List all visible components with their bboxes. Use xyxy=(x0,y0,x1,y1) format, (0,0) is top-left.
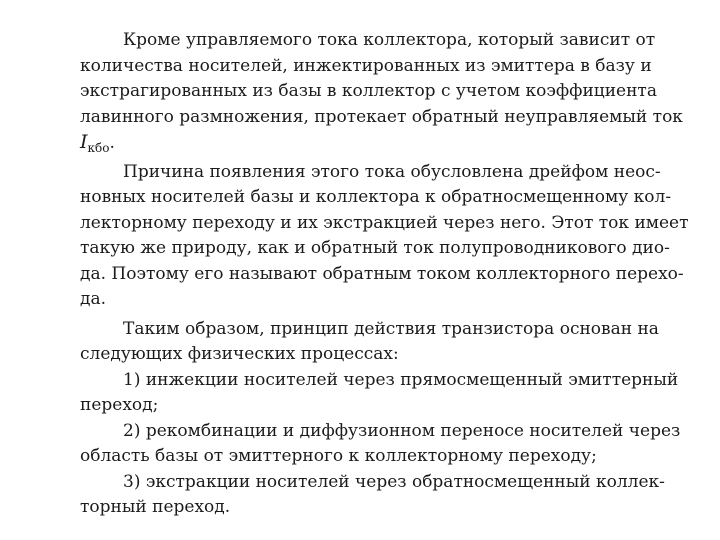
list-item-2-continued: область базы от эмиттерного к коллекторному переходу; xyxy=(80,446,597,466)
list-item-3: 3) экстракции носителей через обратносмещенный коллек- xyxy=(123,471,665,492)
text-line: новных носителей базы и коллектора к обратносмещенному кол- xyxy=(80,187,672,207)
text-line: да. xyxy=(80,289,107,309)
text-line: Таким образом, принцип действия транзистора основан на xyxy=(123,318,659,339)
formula-line xyxy=(80,130,610,156)
list-item-3-continued: торный переход. xyxy=(80,497,231,517)
current-subscript: кбо xyxy=(87,141,110,155)
text-line: да. Поэтому его называют обратным током коллекторного перехо- xyxy=(80,263,684,284)
list-item-1: 1) инжекции носителей через прямосмещенный эмиттерный xyxy=(123,369,679,390)
document-page xyxy=(80,28,689,521)
paragraph-3 xyxy=(80,317,681,521)
text-line: экстрагированных из базы в коллектор с учетом коэффициента xyxy=(80,81,657,101)
list-item-2: 2) рекомбинации и диффузионном переносе носителей через xyxy=(123,420,681,441)
text-line: такую же природу, как и обратный ток полупроводникового дио- xyxy=(80,238,670,258)
list-item-1-continued: переход; xyxy=(80,395,159,415)
paragraph-1 xyxy=(80,28,683,156)
text-line: лавинного размножения, протекает обратный неуправляемый ток xyxy=(80,106,683,127)
formula-period: . xyxy=(109,133,115,153)
text-line: количества носителей, инжектированных из эмиттера в базу и xyxy=(80,55,652,76)
paragraph-2 xyxy=(80,160,689,313)
text-line: следующих физических процессах: xyxy=(80,344,399,364)
text-line: лекторному переходу и их экстракцией через него. Этот ток имеет xyxy=(80,212,689,233)
current-symbol: I xyxy=(80,131,88,153)
text-line: Кроме управляемого тока коллектора, который зависит от xyxy=(123,30,656,50)
text-line: Причина появления этого тока обусловлена дрейфом неос- xyxy=(123,161,661,182)
